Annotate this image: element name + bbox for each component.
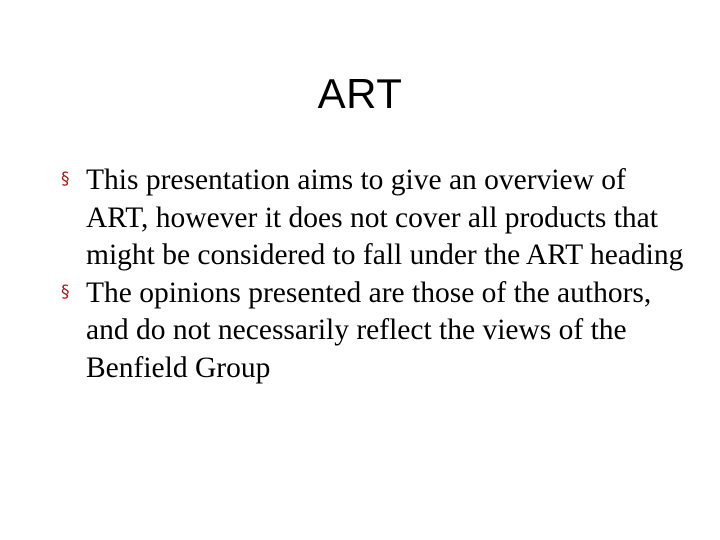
slide-title: ART xyxy=(317,70,403,117)
bullet-item xyxy=(61,275,686,388)
bullet-marker-icon: § xyxy=(61,281,70,302)
bullet-text: This presentation aims to give an overview of ART, however it does not cover all products that might be considered to fall under the ART heading xyxy=(86,164,684,271)
bullet-list xyxy=(61,162,686,387)
bullet-text: The opinions presented are those of the authors, and do not necessarily reflect the views of the Benfield Group xyxy=(86,276,652,384)
bullet-item xyxy=(61,162,686,275)
bullet-marker-icon: § xyxy=(61,169,70,189)
